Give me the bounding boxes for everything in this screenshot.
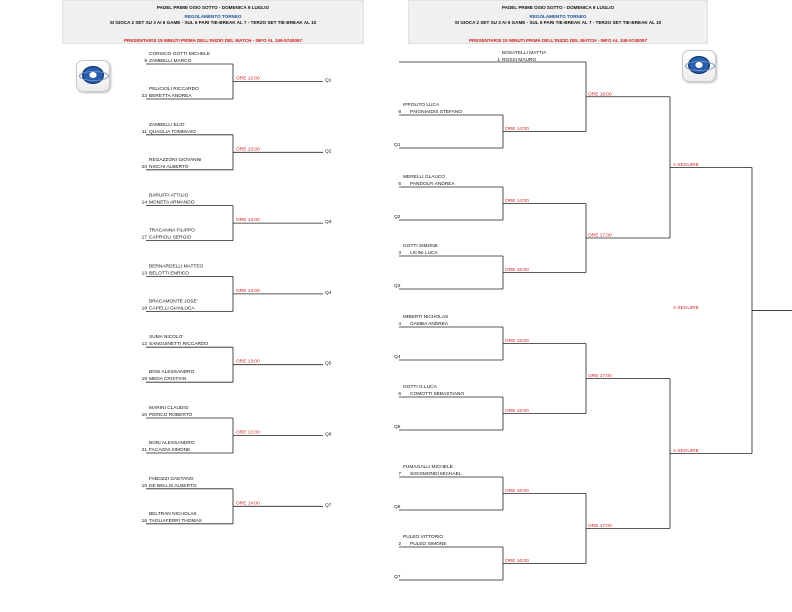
player-name: BARUFFI ATTILIO <box>149 193 189 199</box>
seed-number: 12 <box>141 342 147 348</box>
seed-number: 11 <box>142 129 147 135</box>
match-time: ORE 17:00 <box>588 374 612 379</box>
player-name: SANGUINETTI RICCARDO <box>149 342 209 348</box>
player-name: MONETA ARMANDO <box>149 200 195 206</box>
qualifier-label: Q3 <box>325 220 332 226</box>
regulation-title: REGOLAMENTO TORNEO <box>184 14 242 19</box>
qualifier-label: Q5 <box>325 361 332 367</box>
seed-number: 9 <box>144 59 147 64</box>
qualifier-label: Q2 <box>394 215 401 220</box>
match-time: ORE 17:00 <box>588 524 612 529</box>
player-name: GOTTI G.LUCA <box>403 385 437 390</box>
match-time: ORE 13:00 <box>236 147 260 153</box>
player-name: FUMAGALLI MICHELE <box>403 465 453 470</box>
qualifier-label: Q5 <box>394 425 401 430</box>
match-time: A SEGUIRE <box>673 162 699 168</box>
seed-number: 2 <box>398 542 401 547</box>
seed-number: 15 <box>141 483 147 489</box>
player-name: CORSICO GOTTI MICHELE <box>149 52 211 57</box>
seed-number: 20 <box>141 164 147 170</box>
tournament-title: PADEL PRIME OSIO SOTTO - DOMENICA 9 LUGLIO <box>501 5 615 10</box>
seed-number: 13 <box>141 271 147 277</box>
player-name: TAGLIAFERRI THOMAS <box>149 518 202 524</box>
seed-number: 3 <box>398 251 401 256</box>
player-name: SUMA NICOLO' <box>149 335 184 341</box>
player-name: LICINI LUCA <box>410 251 438 256</box>
player-name: BERETTA ANDREA <box>149 94 192 99</box>
player-name: PERICO ROBERTO <box>149 413 193 418</box>
qualifier-label: Q4 <box>394 355 401 360</box>
qualifier-label: Q6 <box>325 432 332 438</box>
seed-number: 4 <box>398 322 401 327</box>
seed-number: 1 <box>497 58 500 63</box>
seed-number: 16 <box>141 518 147 524</box>
player-name: ZAMBELLI ELIO <box>149 122 185 128</box>
qualifier-label: Q1 <box>394 143 401 148</box>
regulation-title: REGOLAMENTO TORNEO <box>529 14 587 19</box>
rules-text: SI GIOCA 2 SET SU 3 AI 6 GAME - SUL 6 PARI TIE-BREAK AL 7 - TERZO SET TIE-BREAK AL 10 <box>109 20 317 25</box>
player-name: BERNARDELLI MATTEO <box>149 264 204 270</box>
match-time: ORE 13:00 <box>236 359 260 365</box>
seed-number: 21 <box>141 448 147 453</box>
match-time: ORE 13:00 <box>236 288 260 294</box>
player-name: BOSATELLI MATTIA <box>502 51 547 56</box>
player-name: NISCHI ALBERTO <box>149 164 189 170</box>
info-text: PRESENTARSI 15 MINUTI PRIMA DELL'INIZIO DEL MATCH - INFO AL 349-5740097 <box>468 38 648 43</box>
player-name: CAPELLI GIANLUCA <box>149 306 195 312</box>
match-time: ORE 15:00 <box>505 268 529 273</box>
player-name: REGAZZONI GIOVANNI <box>149 157 202 163</box>
player-name: GAMBA ANDREA <box>410 322 449 327</box>
match-time: ORE 14:00 <box>505 199 529 204</box>
seed-number: 8 <box>398 110 401 115</box>
qualifier-label: Q6 <box>394 505 401 510</box>
match-time: ORE 17:00 <box>588 233 612 239</box>
seed-number: 7 <box>398 472 401 477</box>
match-time: ORE 14:00 <box>236 501 260 507</box>
player-name: GOTTI SIMONE <box>403 244 438 249</box>
seed-number: 18 <box>141 306 147 312</box>
match-time: A SEGUIRE <box>673 449 699 454</box>
qualifier-label: Q1 <box>325 78 332 84</box>
player-name: QUAGLIA TOMMASO <box>149 129 197 135</box>
qualifier-label: Q2 <box>325 149 332 155</box>
player-name: BONI ALESSANDRO <box>149 441 195 446</box>
seed-number: 17 <box>141 235 147 241</box>
player-name: MEDA CRISTIAN <box>149 377 187 383</box>
player-name: PAIGNIAIDIS STEFANO <box>410 110 463 115</box>
player-name: IPPOLITO LUCA <box>403 103 440 108</box>
qualifier-label: Q4 <box>325 290 332 296</box>
player-name: PANDOLFI ANDREA <box>410 182 455 187</box>
player-name: BELOTTI ENRICO <box>149 271 189 277</box>
player-name: IMBERTI NICHOLAS <box>403 315 449 320</box>
player-name: BRACAMONTE JOSE' <box>149 299 198 305</box>
player-name: PULEO SIMONE <box>410 542 447 547</box>
player-name: FABOZZI GAETANO <box>149 476 194 482</box>
player-name: PULEO VITTORIO <box>403 535 444 540</box>
qualifier-label: Q7 <box>325 503 332 509</box>
match-time: ORE 16:00 <box>588 92 612 98</box>
match-time: ORE 15:00 <box>505 409 529 414</box>
player-name: ROSSI MAURO <box>502 58 537 63</box>
player-name: MERELLI GLAUCO <box>403 175 446 180</box>
match-time: ORE 12:00 <box>236 76 260 82</box>
player-name: FACAGNI SIMONE <box>149 448 191 453</box>
qualifier-label: Q7 <box>394 575 401 580</box>
rules-text: SI GIOCA 2 SET SU 3 AI 6 GAME - SUL 6 PARI TIE-BREAK AL 7 - TERZO SET TIE-BREAK AL 10 <box>454 20 662 25</box>
player-name: TRACANNA FILIPPO <box>149 228 195 234</box>
player-name: BOSI ALESSANDRO <box>149 370 195 376</box>
player-name: PELICIOLI RICCARDO <box>149 87 199 92</box>
seed-number: 19 <box>141 377 147 383</box>
match-time: A SEGUIRE <box>673 305 699 311</box>
seed-number: 23 <box>141 94 147 99</box>
seed-number: 6 <box>398 392 401 397</box>
tournament-title: PADEL PRIME OSIO SOTTO - DOMENICA 9 LUGLIO <box>156 5 270 10</box>
seed-number: 10 <box>141 413 147 418</box>
player-name: ZAMBELLI MARCO <box>149 59 192 64</box>
match-time: ORE 16:00 <box>505 559 529 564</box>
player-name: CAPRIOLI SERGIO <box>149 235 192 241</box>
match-time: ORE 14:00 <box>505 127 529 132</box>
match-time: ORE 13:00 <box>236 218 260 224</box>
seed-number: 5 <box>398 182 401 187</box>
player-name: MARINI CLAUDIO <box>149 406 189 411</box>
player-name: COMOTTI SEBASTIANO <box>410 392 465 397</box>
match-time: ORE 16:00 <box>505 489 529 494</box>
player-name: DE BELLIS ALBERTO <box>149 483 197 489</box>
info-text: PRESENTARSI 15 MINUTI PRIMA DELL'INIZIO DEL MATCH - INFO AL 349-5740097 <box>123 38 303 43</box>
match-time: ORE 15:00 <box>505 339 529 344</box>
seed-number: 14 <box>141 200 147 206</box>
player-name: SIGISMONDI MICHAEL <box>410 472 462 477</box>
qualifier-label: Q3 <box>394 284 401 289</box>
match-time: ORE 13:00 <box>236 430 260 436</box>
player-name: BELTRAN NICHOLAS <box>149 511 197 517</box>
